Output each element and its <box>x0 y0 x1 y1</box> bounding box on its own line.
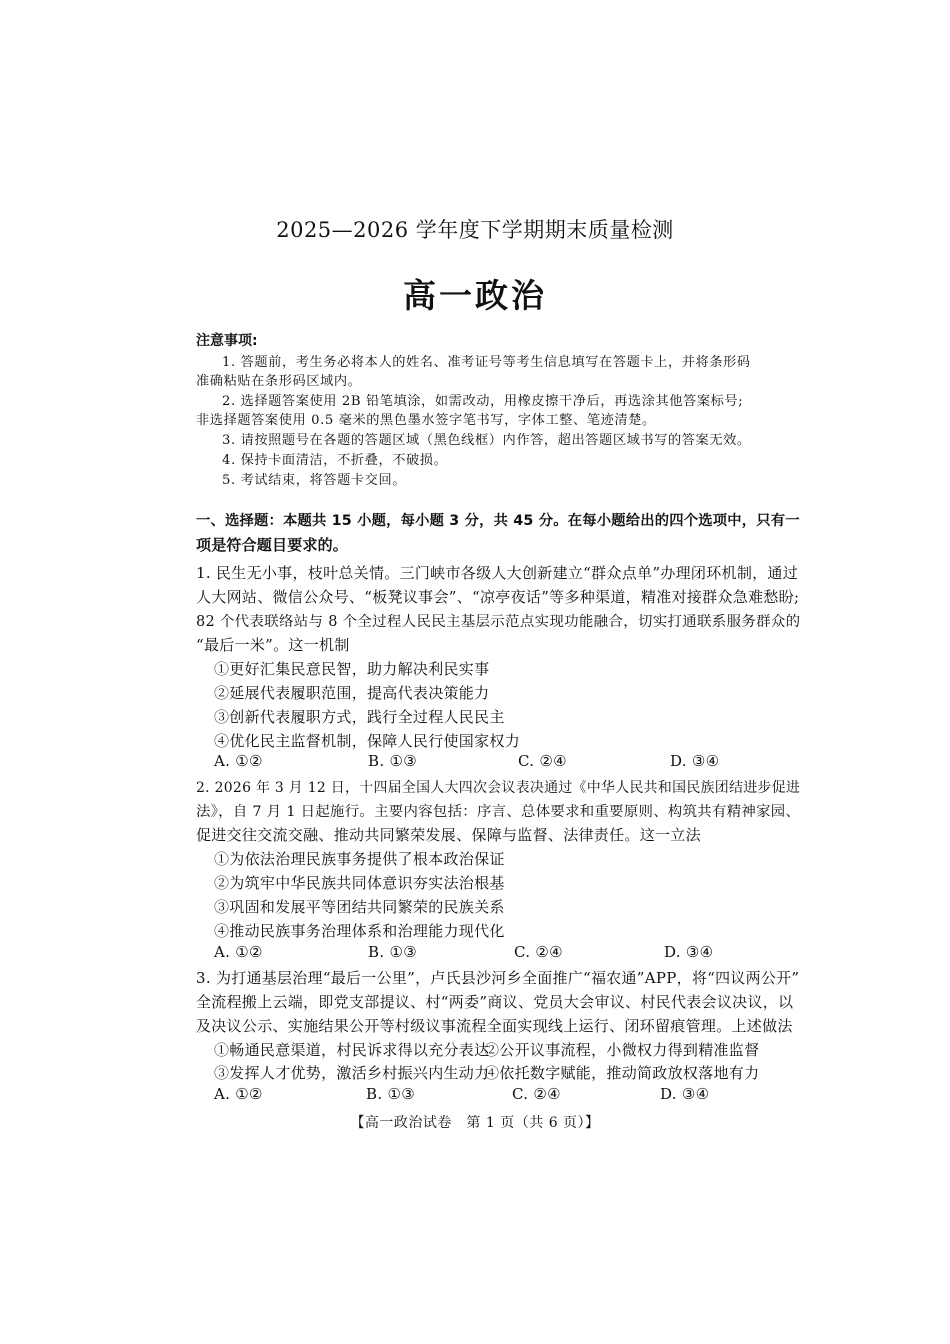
question-3-option-a: A. ①② <box>214 1085 263 1103</box>
notice-heading: 注意事项: <box>196 333 258 349</box>
question-2-option-a: A. ①② <box>214 943 263 961</box>
question-2-stem: 促进交往交流交融、推动共同繁荣发展、保障与监督、法律责任。这一立法 <box>196 826 701 844</box>
question-3-option-d: D. ③④ <box>660 1085 710 1103</box>
question-3-stem: 3. 为打通基层治理“最后一公里”，卢氏县沙河乡全面推广“福农通”APP，将“四议两公开” <box>196 969 800 987</box>
question-2-option-c: C. ②④ <box>514 943 563 961</box>
subject-title: 高一政治 <box>403 276 547 315</box>
question-2-item: ④推动民族事务治理体系和治理能力现代化 <box>214 922 505 940</box>
notice-line: 3. 请按照题号在各题的答题区域（黑色线框）内作答，超出答题区域书写的答案无效。 <box>222 433 751 448</box>
question-1-item: ①更好汇集民意民智，助力解决利民实事 <box>214 660 490 678</box>
question-2-item: ②为筑牢中华民族共同体意识夯实法治根基 <box>214 874 505 892</box>
question-2-item: ③巩固和发展平等团结共同繁荣的民族关系 <box>214 898 505 916</box>
page-footer: 【高一政治试卷 第 1 页（共 6 页）】 <box>350 1115 600 1131</box>
question-1-item: ②延展代表履职范围，提高代表决策能力 <box>214 684 490 702</box>
question-2-stem: 2. 2026 年 3 月 12 日，十四届全国人大四次会议表决通过《中华人民共和国民族团结进步促进 <box>196 780 801 796</box>
question-3-item: ②公开议事流程，小微权力得到精准监督 <box>484 1041 760 1059</box>
question-1-stem: 82 个代表联络站与 8 个全过程人民民主基层示范点实现功能融合，切实打通联系服务群众的 <box>196 614 801 630</box>
section-heading: 一、选择题：本题共 15 小题，每小题 3 分，共 45 分。在每小题给出的四个选项中，只有一 <box>196 513 800 529</box>
notice-line: 2. 选择题答案使用 2B 铅笔填涂，如需改动，用橡皮擦干净后，再选涂其他答案标号; <box>222 394 744 409</box>
question-1-option-c: C. ②④ <box>518 752 567 770</box>
notice-line: 5. 考试结束，将答题卡交回。 <box>222 473 407 488</box>
question-2-item: ①为依法治理民族事务提供了根本政治保证 <box>214 850 505 868</box>
exam-title: 2025—2026 学年度下学期期末质量检测 <box>276 218 674 242</box>
question-1-option-b: B. ①③ <box>368 752 417 770</box>
notice-line: 1. 答题前，考生务必将本人的姓名、准考证号等考生信息填写在答题卡上，并将条形码 <box>222 355 751 370</box>
question-1-item: ④优化民主监督机制，保障人民行使国家权力 <box>214 732 521 750</box>
question-1-stem: 1. 民生无小事，枝叶总关情。三门峡市各级人大创新建立“群众点单”办理闭环机制，通过 <box>196 564 799 582</box>
notice-line: 非选择题答案使用 0.5 毫米的黑色墨水签字笔书写，字体工整、笔迹清楚。 <box>196 413 656 428</box>
section-heading-cont: 项是符合题目要求的。 <box>196 536 349 554</box>
question-2-stem: 法》，自 7 月 1 日起施行。主要内容包括：序言、总体要求和重要原则、构筑共有精神家园、 <box>196 804 801 820</box>
notice-line: 准确粘贴在条形码区域内。 <box>196 374 362 389</box>
question-1-stem: 人大网站、微信公众号、“板凳议事会”、“凉亭夜话”等多种渠道，精准对接群众急难愁盼; <box>196 588 800 606</box>
question-3-option-b: B. ①③ <box>366 1085 415 1103</box>
question-2-option-d: D. ③④ <box>664 943 714 961</box>
question-2-option-b: B. ①③ <box>368 943 417 961</box>
notice-line: 4. 保持卡面清洁，不折叠，不破损。 <box>222 453 448 468</box>
question-1-stem: “最后一米”。这一机制 <box>196 636 350 654</box>
question-3-stem: 及决议公示、实施结果公开等村级议事流程全面实现线上运行、闭环留痕管理。上述做法 <box>196 1017 793 1035</box>
question-1-option-a: A. ①② <box>214 752 263 770</box>
question-3-item: ④依托数字赋能，推动简政放权落地有力 <box>484 1064 760 1082</box>
question-3-stem: 全流程搬上云端，即党支部提议、村“两委”商议、党员大会审议、村民代表会议决议，以 <box>196 993 794 1011</box>
question-3-option-c: C. ②④ <box>512 1085 561 1103</box>
question-1-item: ③创新代表履职方式，践行全过程人民民主 <box>214 708 505 726</box>
question-3-item: ③发挥人才优势，激活乡村振兴内生动力 <box>214 1064 490 1082</box>
question-3-item: ①畅通民意渠道，村民诉求得以充分表达 <box>214 1041 490 1059</box>
question-1-option-d: D. ③④ <box>670 752 720 770</box>
